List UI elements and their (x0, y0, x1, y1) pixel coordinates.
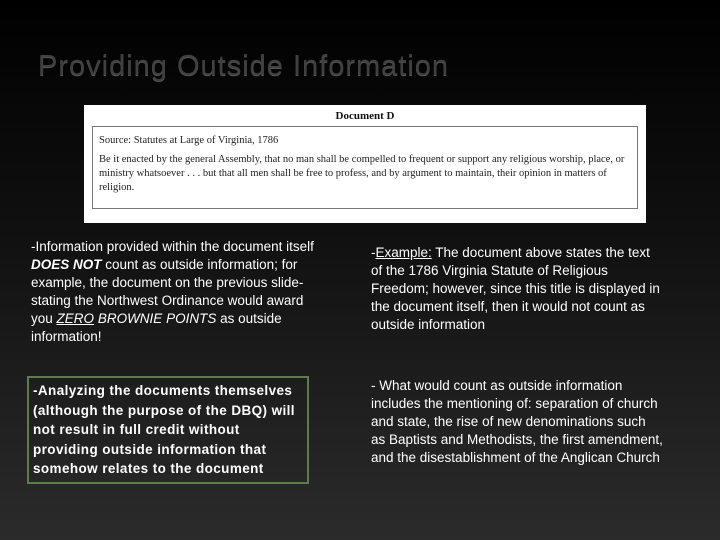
slide-title: Providing Outside Information (38, 50, 450, 82)
document-heading: Document D (335, 110, 395, 122)
note-part2: count as outside information; for example, the document on the previous slide- stating the Northwest Ordinance would award you (31, 257, 304, 326)
example-text: The document above states the text of the 1786 Virginia Statute of Religious Freedom; however, since this title is displayed in the document itself, then it would not count as outside information (371, 245, 660, 332)
note-brownie-points: BROWNIE POINTS (97, 311, 217, 326)
document-body: Be it enacted by the general Assembly, that no man shall be compelled to frequent or support any religious worship, place, or ministry whatsoever . . . but that all men shall be free to profess, and by argument to maintain, their opinion in matters of religion. (99, 154, 625, 193)
note-part4: as outside information! (31, 311, 282, 344)
example-note (371, 244, 663, 334)
example-label: Example: (375, 245, 432, 260)
document-excerpt-box (92, 126, 638, 209)
analysis-note-box: -Analyzing the documents themselves (although the purpose of the DBQ) will not result in full credit without providing outside information that somehow relates to the document (27, 376, 309, 484)
document-source: Source: Statutes at Large of Virginia, 1786 (99, 135, 279, 146)
note-emphasis: DOES NOT (31, 257, 102, 272)
outside-info-examples: - What would count as outside information includes the mentioning of: separation of church and state, the rise of new denominations such as Baptists and Methodists, the first amendment, and the disestablishment of the Anglican Church (371, 378, 663, 465)
note-part1: -Information provided within the document itself (31, 239, 314, 254)
outside-info-note (31, 238, 321, 346)
document-image (84, 105, 646, 223)
note-zero: ZERO (56, 311, 95, 326)
example-dash: - (371, 245, 376, 260)
